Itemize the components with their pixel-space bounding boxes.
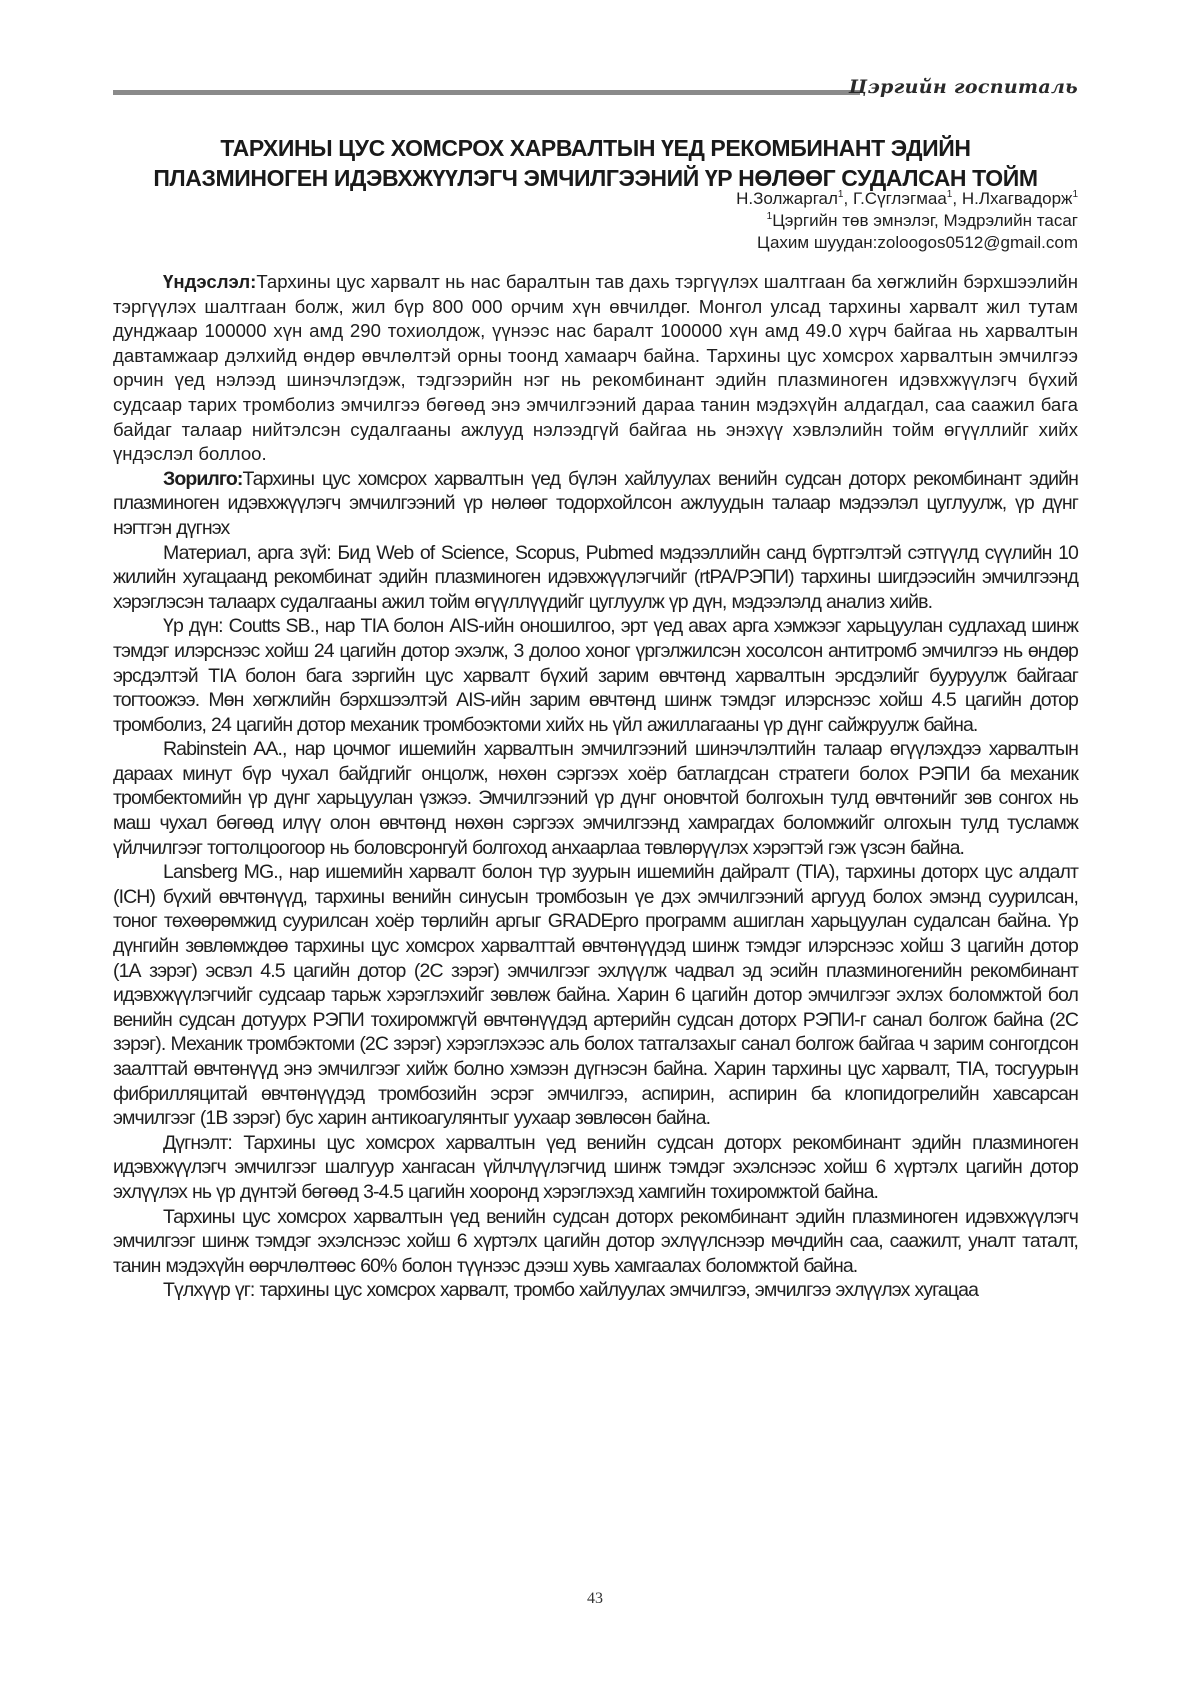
keywords-text: Түлхүүр үг: тархины цус хомсрох харвалт, тромбо хайлуулах эмчилгээ, эмчилгээ эхлүүлэх хугацаа — [163, 1279, 979, 1302]
section-conclusion — [113, 1131, 1078, 1205]
section-heading: Үр дүн: — [163, 615, 223, 638]
author-list: Н.Золжаргал$^1$, Г.Сүглэгмаа$^1$, Н.Лхагвадорж$^1$ — [736, 189, 1078, 208]
title-line-2: ПЛАЗМИНОГЕН ИДЭВХЖҮҮЛЭГЧ ЭМЧИЛГЭЭНИЙ ҮР НӨЛӨӨГ СУДАЛСАН ТОЙМ — [153, 165, 1038, 192]
section-results — [113, 614, 1078, 737]
affiliation-mark: 1 — [766, 211, 773, 222]
section-objective — [113, 467, 1078, 541]
author-name: Н.Золжаргал — [736, 189, 838, 208]
section-text: Тархины цус хомсрох харвалтын үед бүлэн хайлуулах венийн судсан доторх рекомбинант эдийн плазминоген идэвхжүүлэгч эмчилгээний үр нөлөөг тодорхойлсон ажлуудын талаар мэдээлэл цуглуулж, үр дүнг нэгтгэн дүгнэх — [113, 467, 1078, 539]
results-rabinstein — [113, 737, 1078, 860]
paragraph-text: Тархины цус хомсрох харвалтын үед венийн судсан доторх рекомбинант эдийн плазминоген идэвхжүүлэгч эмчилгээг шинж тэмдэг эхэлснээс хойш 6 хүртэлх цагийн дотор эхлүүлснээр мөчдийн саа, саажилт, уналт таталт, танин мэдэхүйн өөрчлөлтөөс 60% болон түүнээс дээш хувь хамгаалах боломжтой байна. — [113, 1205, 1078, 1277]
author-name: Г.Сүглэгмаа — [852, 189, 947, 208]
section-background — [113, 270, 1078, 467]
section-text: Бид Web of Science, Scopus, Pubmed мэдээллийн санд бүртгэлтэй сэтгүүлд сүүлийн 10 жилийн хугацаанд рекомбинат эдийн плазминоген идэвхжүүлэгчийг (rtPA/РЭПИ) тархины шигдээсийн эмчилгээнд хэрэглэсэн талаарх судалгааны ажил тойм өгүүллүүдийг цуглуулж үр дүн, мэдээлэлд анализ хийв. — [113, 541, 1078, 613]
author-affiliation-mark: 1 — [1072, 189, 1078, 200]
section-text: Тархины цус хомсрох харвалтын үед венийн судсан доторх рекомбинант эдийн плазминоген идэвхжүүлэгч эмчилгээг шалгуур хангасан үйлчлүүлэгчид шинж тэмдэг эхэлснээс хойш 6 хүртэлх цагийн дотор эхлүүлэх нь үр дүнтэй бөгөөд 3-4.5 цагийн хооронд хэрэглэхэд хамгийн тохиромжтой байна. — [113, 1131, 1078, 1203]
header-rule — [113, 90, 860, 95]
section-text: Тархины цус харвалт нь нас баралтын тав дахь тэргүүлэх шалтгаан ба хөгжлийн бэрхшээлийн тэргүүлэх шалтгаан болж, жил бүр 800 000 орчим хүн өвчилдөг. Монгол улсад тархины харвалт жил тутам дунджаар 100000 хүн амд 290 тохиолдож, үүнээс нас баралт 100000 хүн амд 49.0 хүрч байгаа нь харвалтын давтамжаар дэлхийд өндөр өвчлөлтэй орны тоонд хамаарч байна. Тархины цус хомсрох харвалтын эмчилгээ орчин үед нэлээд шинэчлэгдэж, тэдгээрийн нэг нь рекомбинант эдийн плазминоген идэвхжүүлэгч бүхий судсаар тарих тромболиз эмчилгээ бөгөөд энэ эмчилгээний дараа танин мэдэхүйн алдагдал, саа саажил бага байдаг талаар нийтэлсэн судалгааны ажлууд нэлээдгүй байгаа нь энэхүү хэвлэлийн тойм өгүүллийг хийх үндэслэл боллоо. — [113, 271, 1078, 465]
author-affiliation-mark: 1 — [837, 189, 844, 200]
section-heading: Материал, арга зүй: — [163, 541, 331, 564]
title-line-1: ТАРХИНЫ ЦУС ХОМСРОХ ХАРВАЛТЫН ҮЕД РЕКОМБИНАНТ ЭДИЙН — [220, 135, 971, 162]
email-line: Цахим шуудан:zoloogos0512@gmail.com — [757, 233, 1078, 252]
journal-name: Цэргийн госпиталь — [848, 76, 1078, 98]
author-name: Н.Лхагвадорж — [961, 189, 1073, 208]
article-title — [113, 133, 1078, 193]
author-block — [113, 188, 1078, 254]
paragraph-text: Rabinstein AA., нар цочмог ишемийн харвалтын эмчилгээний шинэчлэлтийн талаар өгүүлэхдээ харвалтын дараах минут бүр чухал байдгийг онцолж, нөхөн сэргээх хоёр батлагдсан стратеги болох РЭПИ ба механик тромбектомийн үр дүнг харьцуулан үзжээ. Эмчилгээний үр дүнг оновчтой болгохын тулд өвчтөнийг зөв сонгох нь маш чухал бөгөөд илүү олон өвчтөнд нөхөн сэргээх эмчилгээнд хамрагдах боломжийг олгохын тулд тусламж үйлчилгээг тогтолцоогоор нь боловсронгуй болгоход анхаарлаа төвлөрүүлэх хэрэгтэй гэж үзсэн байна. — [113, 738, 1078, 859]
section-heading: Зорилго: — [163, 467, 243, 490]
author-affiliation-mark: 1 — [946, 189, 953, 200]
affiliation — [113, 210, 1078, 232]
section-heading: Дүгнэлт: — [163, 1131, 232, 1154]
section-text: Coutts SB., нар TIA болон AIS-ийн оношилгоо, эрт үед авах арга хэмжээг харьцуулан судлахад шинж тэмдэг илэрснээс хойш 24 цагийн дотор эхэлж, 3 долоо хоног үргэлжилсэн хосолсон антитромб эмчилгээ нь өндөр эрсдэлтэй TIA болон бага зэргийн цус харвалт бүхий зарим өвчтөнд харвалтын эрсдэлийг бууруулж байгааг тогтоожээ. Мөн хөгжлийн бэрхшээлтэй AIS-ийн зарим өвчтөнд шинж тэмдэг илэрснээс хойш 4.5 цагийн дотор тромболиз, 24 цагийн дотор механик тромбоэктоми хийх нь үйл ажиллагааны үр дүнг сайжруулж байна. — [113, 615, 1078, 736]
results-lansberg — [113, 860, 1078, 1131]
running-head — [113, 76, 1078, 106]
section-heading: Үндэслэл: — [163, 271, 257, 292]
keywords — [113, 1278, 1078, 1303]
conclusion-continued — [113, 1205, 1078, 1279]
abstract-body — [113, 270, 1078, 1303]
page-number: 43 — [587, 1590, 603, 1607]
paragraph-text: Lansberg MG., нар ишемийн харвалт болон түр зуурын ишемийн дайралт (TIA), тархины доторх цус алдалт (ICH) бүхий өвчтөнүүд, тархины венийн синусын тромбозын үе дэх эмчилгээний аргууд болох эмэнд суурилсан, тоног төхөөрөмжид суурилсан хоёр төрлийн аргыг GRADEpro программ ашиглан харьцуулан судалсан байна. Үр дүнгийн зөвлөмждөө тархины цус хомсрох харвалттай өвчтөнүүдэд шинж тэмдэг илэрснээс хойш 3 цагийн дотор (1А зэрэг) эсвэл 4.5 цагийн дотор (2С зэрэг) эмчилгээг эхлүүлж чадвал эд эсийн плазминогенийн рекомбинант идэвхжүүлэгчийг судсаар тарьж хэрэглэхийг зөвлөж байна. Харин 6 цагийн дотор эмчилгээг эхлэх боломжтой бол венийн судсан дотуурх РЭПИ тохиромжгүй өвчтөнүүдэд артерийн судсан доторх РЭПИ-г санал болгож байна (2С зэрэг). Механик тромбэктоми (2С зэрэг) хэрэглэхээс аль болох татгалзахыг санал болгож байгаа ч зарим сонгогдсон заалттай өвчтөнүүд энэ эмчилгээг хийж болно хэмээн дүгнэсэн байна. Харин тархины цус харвалт, TIA, тосгуурын фибрилляцитай өвчтөнүүдэд тромбозийн эсрэг эмчилгээ, аспирин, аспирин ба клопидогрелийн хавсарсан эмчилгээг (1В зэрэг) бус харин антикоагулянтыг уухаар зөвлөсөн байна. — [113, 861, 1078, 1130]
affiliation-text: Цэргийн төв эмнэлэг, Мэдрэлийн тасаг — [772, 211, 1078, 230]
section-methods — [113, 541, 1078, 615]
